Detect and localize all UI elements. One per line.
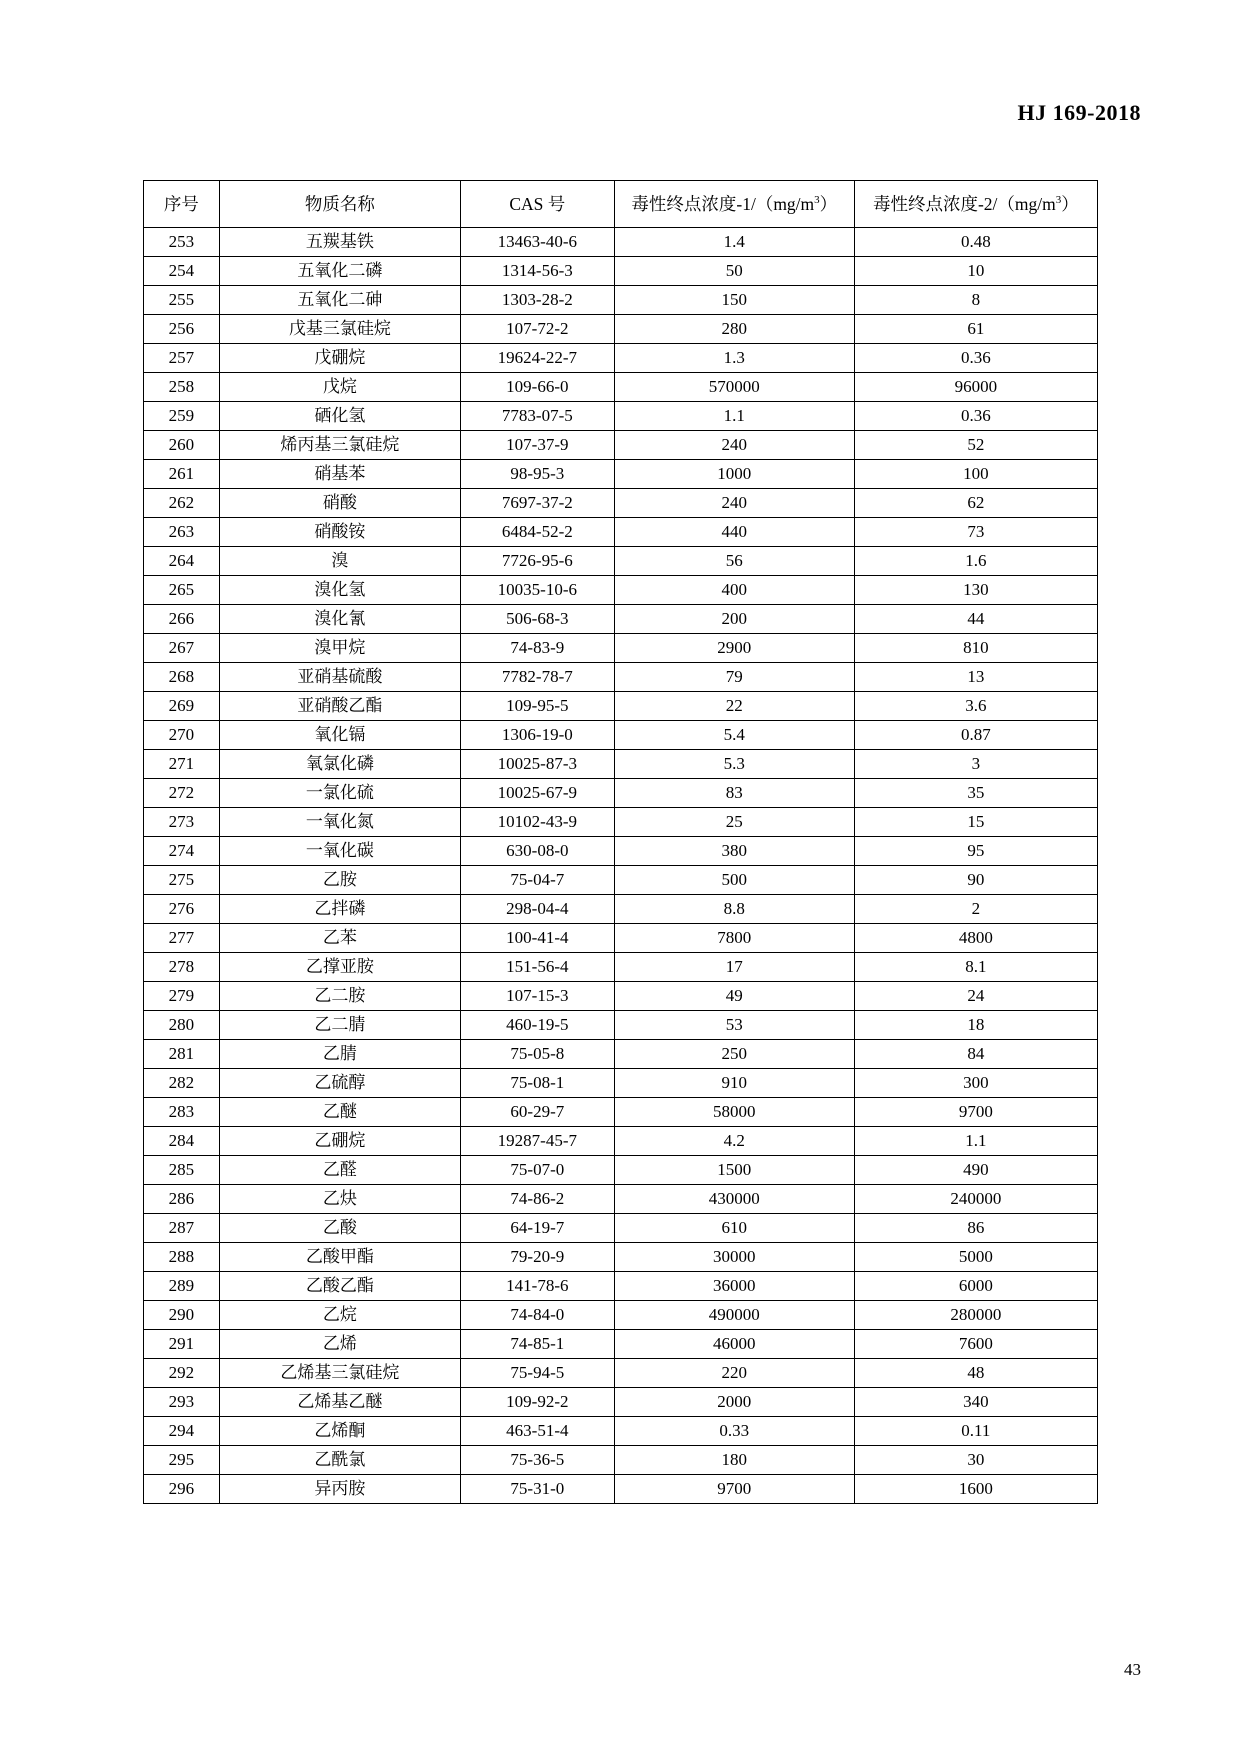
cell-endpoint-2: 810 bbox=[854, 634, 1097, 663]
cell-endpoint-1: 610 bbox=[614, 1214, 854, 1243]
cell-endpoint-1: 250 bbox=[614, 1040, 854, 1069]
cell-endpoint-1: 430000 bbox=[614, 1185, 854, 1214]
cell-endpoint-2: 18 bbox=[854, 1011, 1097, 1040]
table-row bbox=[144, 257, 1098, 286]
endpoint-1-label-suffix: ） bbox=[819, 193, 838, 214]
cell-cas: 60-29-7 bbox=[460, 1098, 614, 1127]
cell-index: 272 bbox=[144, 779, 220, 808]
cell-substance-name: 异丙胺 bbox=[219, 1475, 460, 1504]
cell-substance-name: 乙二胺 bbox=[219, 982, 460, 1011]
cell-substance-name: 溴 bbox=[219, 547, 460, 576]
cell-endpoint-2: 86 bbox=[854, 1214, 1097, 1243]
table-row bbox=[144, 808, 1098, 837]
cell-endpoint-2: 5000 bbox=[854, 1243, 1097, 1272]
cell-index: 276 bbox=[144, 895, 220, 924]
cell-endpoint-2: 130 bbox=[854, 576, 1097, 605]
endpoint-1-label-superscript: 3 bbox=[814, 194, 820, 207]
cell-endpoint-2: 3.6 bbox=[854, 692, 1097, 721]
cell-cas: 19287-45-7 bbox=[460, 1127, 614, 1156]
cell-index: 259 bbox=[144, 402, 220, 431]
table-row bbox=[144, 663, 1098, 692]
table-row bbox=[144, 1417, 1098, 1446]
cell-index: 271 bbox=[144, 750, 220, 779]
cell-endpoint-2: 30 bbox=[854, 1446, 1097, 1475]
cell-substance-name: 乙烷 bbox=[219, 1301, 460, 1330]
cell-index: 282 bbox=[144, 1069, 220, 1098]
cell-endpoint-1: 2000 bbox=[614, 1388, 854, 1417]
table-row bbox=[144, 895, 1098, 924]
cell-endpoint-1: 200 bbox=[614, 605, 854, 634]
table-row bbox=[144, 924, 1098, 953]
cell-index: 265 bbox=[144, 576, 220, 605]
cell-endpoint-1: 1.3 bbox=[614, 344, 854, 373]
cell-substance-name: 乙酰氯 bbox=[219, 1446, 460, 1475]
table-row bbox=[144, 779, 1098, 808]
cell-index: 268 bbox=[144, 663, 220, 692]
toxic-endpoint-table-wrapper bbox=[143, 180, 1098, 1504]
cell-index: 273 bbox=[144, 808, 220, 837]
cell-cas: 74-83-9 bbox=[460, 634, 614, 663]
cell-substance-name: 乙烯酮 bbox=[219, 1417, 460, 1446]
page-header: HJ 169-2018 bbox=[1017, 100, 1141, 125]
cell-endpoint-2: 1600 bbox=[854, 1475, 1097, 1504]
cell-cas: 506-68-3 bbox=[460, 605, 614, 634]
cell-cas: 75-08-1 bbox=[460, 1069, 614, 1098]
cell-cas: 100-41-4 bbox=[460, 924, 614, 953]
cell-endpoint-1: 280 bbox=[614, 315, 854, 344]
cell-substance-name: 乙烯基三氯硅烷 bbox=[219, 1359, 460, 1388]
cell-endpoint-1: 56 bbox=[614, 547, 854, 576]
table-header-row bbox=[144, 181, 1098, 228]
cell-cas: 109-66-0 bbox=[460, 373, 614, 402]
cell-index: 287 bbox=[144, 1214, 220, 1243]
cell-substance-name: 乙醚 bbox=[219, 1098, 460, 1127]
table-row bbox=[144, 460, 1098, 489]
cell-cas: 10025-87-3 bbox=[460, 750, 614, 779]
cell-cas: 107-72-2 bbox=[460, 315, 614, 344]
cell-substance-name: 烯丙基三氯硅烷 bbox=[219, 431, 460, 460]
cell-index: 270 bbox=[144, 721, 220, 750]
cell-substance-name: 硝酸铵 bbox=[219, 518, 460, 547]
cell-cas: 7726-95-6 bbox=[460, 547, 614, 576]
cell-endpoint-2: 84 bbox=[854, 1040, 1097, 1069]
cell-endpoint-1: 0.33 bbox=[614, 1417, 854, 1446]
table-row bbox=[144, 402, 1098, 431]
cell-cas: 7697-37-2 bbox=[460, 489, 614, 518]
cell-endpoint-1: 5.4 bbox=[614, 721, 854, 750]
cell-endpoint-1: 25 bbox=[614, 808, 854, 837]
cell-index: 254 bbox=[144, 257, 220, 286]
table-row bbox=[144, 1156, 1098, 1185]
cell-index: 255 bbox=[144, 286, 220, 315]
cell-endpoint-1: 79 bbox=[614, 663, 854, 692]
cell-index: 292 bbox=[144, 1359, 220, 1388]
cell-cas: 74-86-2 bbox=[460, 1185, 614, 1214]
cell-substance-name: 乙二腈 bbox=[219, 1011, 460, 1040]
endpoint-1-label-prefix: 毒性终点浓度-1/（mg/m bbox=[631, 193, 815, 214]
table-row bbox=[144, 1243, 1098, 1272]
cell-index: 288 bbox=[144, 1243, 220, 1272]
cell-endpoint-1: 22 bbox=[614, 692, 854, 721]
cell-cas: 141-78-6 bbox=[460, 1272, 614, 1301]
cell-substance-name: 一氧化碳 bbox=[219, 837, 460, 866]
cell-endpoint-2: 62 bbox=[854, 489, 1097, 518]
cell-index: 283 bbox=[144, 1098, 220, 1127]
cell-index: 286 bbox=[144, 1185, 220, 1214]
cell-substance-name: 戊烷 bbox=[219, 373, 460, 402]
cell-substance-name: 乙硼烷 bbox=[219, 1127, 460, 1156]
table-row bbox=[144, 1185, 1098, 1214]
cell-endpoint-1: 36000 bbox=[614, 1272, 854, 1301]
cell-cas: 109-95-5 bbox=[460, 692, 614, 721]
table-row bbox=[144, 692, 1098, 721]
cell-cas: 7783-07-5 bbox=[460, 402, 614, 431]
cell-index: 263 bbox=[144, 518, 220, 547]
cell-endpoint-1: 1.1 bbox=[614, 402, 854, 431]
cell-substance-name: 乙腈 bbox=[219, 1040, 460, 1069]
table-row bbox=[144, 518, 1098, 547]
cell-endpoint-1: 400 bbox=[614, 576, 854, 605]
cell-substance-name: 乙炔 bbox=[219, 1185, 460, 1214]
cell-endpoint-1: 1000 bbox=[614, 460, 854, 489]
cell-index: 256 bbox=[144, 315, 220, 344]
endpoint-2-label-suffix: ） bbox=[1061, 193, 1079, 214]
toxic-endpoint-table bbox=[143, 180, 1098, 1504]
cell-endpoint-2: 15 bbox=[854, 808, 1097, 837]
cell-cas: 1306-19-0 bbox=[460, 721, 614, 750]
cell-endpoint-1: 240 bbox=[614, 431, 854, 460]
cell-cas: 75-04-7 bbox=[460, 866, 614, 895]
cell-index: 260 bbox=[144, 431, 220, 460]
cell-endpoint-2: 0.36 bbox=[854, 344, 1097, 373]
table-row bbox=[144, 315, 1098, 344]
cell-endpoint-1: 46000 bbox=[614, 1330, 854, 1359]
table-row bbox=[144, 1098, 1098, 1127]
table-row bbox=[144, 228, 1098, 257]
cell-index: 284 bbox=[144, 1127, 220, 1156]
cell-cas: 74-85-1 bbox=[460, 1330, 614, 1359]
cell-endpoint-2: 8 bbox=[854, 286, 1097, 315]
cell-endpoint-2: 10 bbox=[854, 257, 1097, 286]
cell-endpoint-2: 9700 bbox=[854, 1098, 1097, 1127]
cell-endpoint-2: 0.87 bbox=[854, 721, 1097, 750]
cell-endpoint-1: 910 bbox=[614, 1069, 854, 1098]
cell-index: 281 bbox=[144, 1040, 220, 1069]
cell-index: 257 bbox=[144, 344, 220, 373]
cell-cas: 109-92-2 bbox=[460, 1388, 614, 1417]
cell-endpoint-1: 1500 bbox=[614, 1156, 854, 1185]
cell-endpoint-2: 1.1 bbox=[854, 1127, 1097, 1156]
cell-substance-name: 一氧化氮 bbox=[219, 808, 460, 837]
cell-index: 295 bbox=[144, 1446, 220, 1475]
cell-endpoint-1: 150 bbox=[614, 286, 854, 315]
cell-cas: 10035-10-6 bbox=[460, 576, 614, 605]
cell-endpoint-1: 50 bbox=[614, 257, 854, 286]
cell-cas: 75-94-5 bbox=[460, 1359, 614, 1388]
cell-substance-name: 硒化氢 bbox=[219, 402, 460, 431]
cell-substance-name: 亚硝酸乙酯 bbox=[219, 692, 460, 721]
cell-substance-name: 戊基三氯硅烷 bbox=[219, 315, 460, 344]
table-row bbox=[144, 1069, 1098, 1098]
cell-index: 253 bbox=[144, 228, 220, 257]
cell-endpoint-1: 4.2 bbox=[614, 1127, 854, 1156]
cell-cas: 463-51-4 bbox=[460, 1417, 614, 1446]
cell-substance-name: 乙硫醇 bbox=[219, 1069, 460, 1098]
column-header-endpoint-2 bbox=[854, 181, 1097, 228]
table-row bbox=[144, 634, 1098, 663]
cell-cas: 75-31-0 bbox=[460, 1475, 614, 1504]
cell-index: 278 bbox=[144, 953, 220, 982]
cell-index: 285 bbox=[144, 1156, 220, 1185]
cell-substance-name: 乙酸乙酯 bbox=[219, 1272, 460, 1301]
column-header-cas: CAS 号 bbox=[460, 181, 614, 228]
cell-cas: 10025-67-9 bbox=[460, 779, 614, 808]
table-row bbox=[144, 1446, 1098, 1475]
cell-substance-name: 乙烯 bbox=[219, 1330, 460, 1359]
cell-cas: 107-15-3 bbox=[460, 982, 614, 1011]
cell-cas: 7782-78-7 bbox=[460, 663, 614, 692]
cell-endpoint-1: 7800 bbox=[614, 924, 854, 953]
cell-substance-name: 溴甲烷 bbox=[219, 634, 460, 663]
table-row bbox=[144, 605, 1098, 634]
cell-index: 290 bbox=[144, 1301, 220, 1330]
cell-index: 262 bbox=[144, 489, 220, 518]
cell-substance-name: 五氧化二砷 bbox=[219, 286, 460, 315]
table-row bbox=[144, 1040, 1098, 1069]
cell-endpoint-2: 44 bbox=[854, 605, 1097, 634]
cell-endpoint-2: 490 bbox=[854, 1156, 1097, 1185]
cell-cas: 460-19-5 bbox=[460, 1011, 614, 1040]
cell-cas: 75-36-5 bbox=[460, 1446, 614, 1475]
cell-endpoint-2: 7600 bbox=[854, 1330, 1097, 1359]
cell-endpoint-2: 6000 bbox=[854, 1272, 1097, 1301]
cell-endpoint-2: 240000 bbox=[854, 1185, 1097, 1214]
cell-endpoint-2: 13 bbox=[854, 663, 1097, 692]
cell-cas: 64-19-7 bbox=[460, 1214, 614, 1243]
cell-substance-name: 乙烯基乙醚 bbox=[219, 1388, 460, 1417]
table-row bbox=[144, 1011, 1098, 1040]
cell-index: 274 bbox=[144, 837, 220, 866]
table-row bbox=[144, 750, 1098, 779]
cell-cas: 151-56-4 bbox=[460, 953, 614, 982]
cell-endpoint-2: 280000 bbox=[854, 1301, 1097, 1330]
table-row bbox=[144, 1301, 1098, 1330]
cell-cas: 19624-22-7 bbox=[460, 344, 614, 373]
cell-index: 291 bbox=[144, 1330, 220, 1359]
endpoint-2-label-superscript: 3 bbox=[1055, 194, 1062, 207]
table-row bbox=[144, 1127, 1098, 1156]
table-row bbox=[144, 1330, 1098, 1359]
page-number: 43 bbox=[1124, 1660, 1141, 1679]
table-row bbox=[144, 1359, 1098, 1388]
cell-index: 296 bbox=[144, 1475, 220, 1504]
cell-endpoint-2: 8.1 bbox=[854, 953, 1097, 982]
cell-cas: 630-08-0 bbox=[460, 837, 614, 866]
cell-index: 267 bbox=[144, 634, 220, 663]
cell-index: 289 bbox=[144, 1272, 220, 1301]
cell-substance-name: 乙拌磷 bbox=[219, 895, 460, 924]
table-row bbox=[144, 547, 1098, 576]
cell-substance-name: 亚硝基硫酸 bbox=[219, 663, 460, 692]
cell-endpoint-1: 30000 bbox=[614, 1243, 854, 1272]
cell-substance-name: 五羰基铁 bbox=[219, 228, 460, 257]
cell-substance-name: 一氯化硫 bbox=[219, 779, 460, 808]
table-body bbox=[144, 228, 1098, 1504]
cell-endpoint-2: 0.36 bbox=[854, 402, 1097, 431]
cell-endpoint-2: 2 bbox=[854, 895, 1097, 924]
column-header-substance-name: 物质名称 bbox=[219, 181, 460, 228]
cell-cas: 13463-40-6 bbox=[460, 228, 614, 257]
cell-endpoint-2: 96000 bbox=[854, 373, 1097, 402]
cell-index: 279 bbox=[144, 982, 220, 1011]
cell-substance-name: 乙醛 bbox=[219, 1156, 460, 1185]
cell-index: 266 bbox=[144, 605, 220, 634]
table-row bbox=[144, 721, 1098, 750]
cell-endpoint-1: 500 bbox=[614, 866, 854, 895]
cell-cas: 1303-28-2 bbox=[460, 286, 614, 315]
cell-endpoint-2: 0.11 bbox=[854, 1417, 1097, 1446]
cell-substance-name: 氧化镉 bbox=[219, 721, 460, 750]
cell-endpoint-1: 5.3 bbox=[614, 750, 854, 779]
cell-substance-name: 戊硼烷 bbox=[219, 344, 460, 373]
cell-endpoint-1: 240 bbox=[614, 489, 854, 518]
endpoint-2-label-prefix: 毒性终点浓度-2/（mg/m bbox=[872, 193, 1056, 214]
table-row bbox=[144, 1214, 1098, 1243]
cell-cas: 75-07-0 bbox=[460, 1156, 614, 1185]
cell-cas: 74-84-0 bbox=[460, 1301, 614, 1330]
table-row bbox=[144, 373, 1098, 402]
cell-index: 258 bbox=[144, 373, 220, 402]
cell-index: 280 bbox=[144, 1011, 220, 1040]
cell-cas: 75-05-8 bbox=[460, 1040, 614, 1069]
cell-index: 275 bbox=[144, 866, 220, 895]
cell-endpoint-2: 24 bbox=[854, 982, 1097, 1011]
cell-endpoint-1: 83 bbox=[614, 779, 854, 808]
cell-index: 277 bbox=[144, 924, 220, 953]
table-row bbox=[144, 953, 1098, 982]
table-row bbox=[144, 982, 1098, 1011]
cell-endpoint-1: 440 bbox=[614, 518, 854, 547]
table-row bbox=[144, 344, 1098, 373]
column-header-index: 序号 bbox=[144, 181, 220, 228]
cell-endpoint-2: 90 bbox=[854, 866, 1097, 895]
cell-endpoint-2: 100 bbox=[854, 460, 1097, 489]
cell-cas: 298-04-4 bbox=[460, 895, 614, 924]
cell-endpoint-2: 52 bbox=[854, 431, 1097, 460]
cell-index: 264 bbox=[144, 547, 220, 576]
cell-cas: 10102-43-9 bbox=[460, 808, 614, 837]
cell-index: 261 bbox=[144, 460, 220, 489]
cell-substance-name: 乙苯 bbox=[219, 924, 460, 953]
table-row bbox=[144, 576, 1098, 605]
cell-index: 269 bbox=[144, 692, 220, 721]
cell-endpoint-1: 490000 bbox=[614, 1301, 854, 1330]
cell-endpoint-1: 220 bbox=[614, 1359, 854, 1388]
table-header bbox=[144, 181, 1098, 228]
cell-substance-name: 乙酸 bbox=[219, 1214, 460, 1243]
table-row bbox=[144, 431, 1098, 460]
cell-substance-name: 乙胺 bbox=[219, 866, 460, 895]
cell-endpoint-1: 58000 bbox=[614, 1098, 854, 1127]
cell-substance-name: 溴化氰 bbox=[219, 605, 460, 634]
cell-endpoint-1: 570000 bbox=[614, 373, 854, 402]
table-row bbox=[144, 1475, 1098, 1504]
cell-cas: 79-20-9 bbox=[460, 1243, 614, 1272]
cell-endpoint-2: 4800 bbox=[854, 924, 1097, 953]
cell-index: 294 bbox=[144, 1417, 220, 1446]
cell-endpoint-1: 380 bbox=[614, 837, 854, 866]
cell-endpoint-2: 0.48 bbox=[854, 228, 1097, 257]
cell-cas: 6484-52-2 bbox=[460, 518, 614, 547]
table-row bbox=[144, 1272, 1098, 1301]
cell-substance-name: 五氧化二磷 bbox=[219, 257, 460, 286]
cell-endpoint-2: 340 bbox=[854, 1388, 1097, 1417]
cell-endpoint-2: 61 bbox=[854, 315, 1097, 344]
cell-endpoint-1: 2900 bbox=[614, 634, 854, 663]
table-row bbox=[144, 1388, 1098, 1417]
table-row bbox=[144, 866, 1098, 895]
cell-substance-name: 硝酸 bbox=[219, 489, 460, 518]
cell-cas: 98-95-3 bbox=[460, 460, 614, 489]
cell-endpoint-2: 48 bbox=[854, 1359, 1097, 1388]
cell-endpoint-1: 9700 bbox=[614, 1475, 854, 1504]
cell-endpoint-1: 17 bbox=[614, 953, 854, 982]
cell-endpoint-1: 1.4 bbox=[614, 228, 854, 257]
cell-endpoint-2: 35 bbox=[854, 779, 1097, 808]
column-header-endpoint-1 bbox=[614, 181, 854, 228]
cell-endpoint-2: 300 bbox=[854, 1069, 1097, 1098]
cell-cas: 1314-56-3 bbox=[460, 257, 614, 286]
cell-endpoint-2: 95 bbox=[854, 837, 1097, 866]
cell-endpoint-1: 180 bbox=[614, 1446, 854, 1475]
table-row bbox=[144, 489, 1098, 518]
cell-cas: 107-37-9 bbox=[460, 431, 614, 460]
cell-substance-name: 氧氯化磷 bbox=[219, 750, 460, 779]
cell-substance-name: 溴化氢 bbox=[219, 576, 460, 605]
cell-substance-name: 硝基苯 bbox=[219, 460, 460, 489]
cell-substance-name: 乙撑亚胺 bbox=[219, 953, 460, 982]
table-row bbox=[144, 286, 1098, 315]
cell-endpoint-1: 8.8 bbox=[614, 895, 854, 924]
cell-endpoint-2: 73 bbox=[854, 518, 1097, 547]
table-row bbox=[144, 837, 1098, 866]
cell-substance-name: 乙酸甲酯 bbox=[219, 1243, 460, 1272]
cell-endpoint-1: 49 bbox=[614, 982, 854, 1011]
cell-endpoint-2: 3 bbox=[854, 750, 1097, 779]
cell-endpoint-2: 1.6 bbox=[854, 547, 1097, 576]
cell-endpoint-1: 53 bbox=[614, 1011, 854, 1040]
cell-index: 293 bbox=[144, 1388, 220, 1417]
